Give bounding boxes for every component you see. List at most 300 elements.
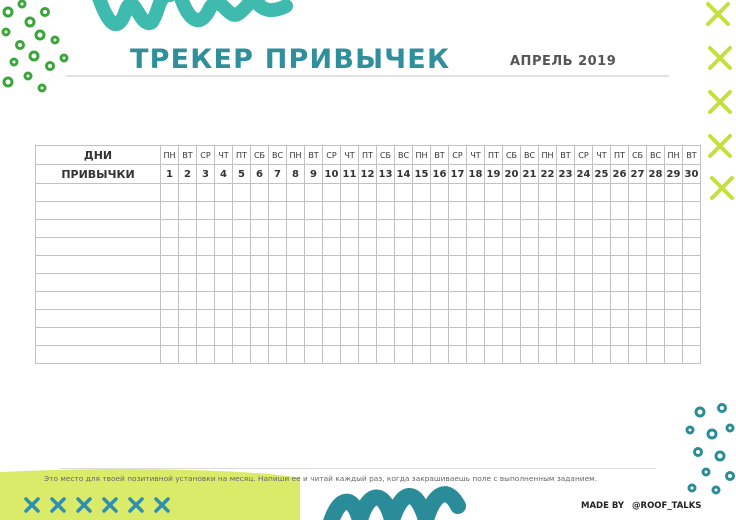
habit-check-cell[interactable] [359, 274, 377, 292]
habit-check-cell[interactable] [665, 238, 683, 256]
habit-check-cell[interactable] [503, 310, 521, 328]
habit-check-cell[interactable] [179, 346, 197, 364]
habit-check-cell[interactable] [485, 238, 503, 256]
habit-check-cell[interactable] [521, 274, 539, 292]
habit-check-cell[interactable] [449, 202, 467, 220]
habit-check-cell[interactable] [377, 274, 395, 292]
habit-check-cell[interactable] [395, 328, 413, 346]
habit-check-cell[interactable] [287, 184, 305, 202]
habit-check-cell[interactable] [233, 184, 251, 202]
habit-check-cell[interactable] [305, 202, 323, 220]
habit-check-cell[interactable] [215, 346, 233, 364]
habit-check-cell[interactable] [179, 184, 197, 202]
habit-check-cell[interactable] [575, 274, 593, 292]
habit-check-cell[interactable] [521, 292, 539, 310]
habit-check-cell[interactable] [269, 220, 287, 238]
habit-check-cell[interactable] [215, 292, 233, 310]
habit-check-cell[interactable] [233, 274, 251, 292]
habit-check-cell[interactable] [395, 274, 413, 292]
habit-check-cell[interactable] [233, 238, 251, 256]
habit-check-cell[interactable] [413, 292, 431, 310]
habit-check-cell[interactable] [377, 220, 395, 238]
habit-check-cell[interactable] [341, 256, 359, 274]
habit-check-cell[interactable] [413, 238, 431, 256]
habit-check-cell[interactable] [395, 292, 413, 310]
habit-check-cell[interactable] [305, 274, 323, 292]
habit-check-cell[interactable] [683, 274, 701, 292]
habit-check-cell[interactable] [593, 220, 611, 238]
habit-check-cell[interactable] [467, 310, 485, 328]
habit-check-cell[interactable] [557, 346, 575, 364]
habit-check-cell[interactable] [233, 220, 251, 238]
habit-check-cell[interactable] [629, 238, 647, 256]
habit-check-cell[interactable] [629, 202, 647, 220]
habit-check-cell[interactable] [161, 310, 179, 328]
habit-check-cell[interactable] [161, 328, 179, 346]
habit-check-cell[interactable] [251, 220, 269, 238]
habit-check-cell[interactable] [683, 220, 701, 238]
habit-check-cell[interactable] [647, 274, 665, 292]
habit-check-cell[interactable] [629, 256, 647, 274]
habit-check-cell[interactable] [647, 346, 665, 364]
habit-check-cell[interactable] [287, 310, 305, 328]
habit-check-cell[interactable] [341, 292, 359, 310]
habit-check-cell[interactable] [557, 292, 575, 310]
habit-check-cell[interactable] [395, 310, 413, 328]
habit-check-cell[interactable] [647, 220, 665, 238]
habit-check-cell[interactable] [197, 328, 215, 346]
habit-check-cell[interactable] [485, 310, 503, 328]
habit-check-cell[interactable] [575, 202, 593, 220]
habit-name-cell[interactable] [36, 292, 161, 310]
habit-check-cell[interactable] [269, 256, 287, 274]
habit-check-cell[interactable] [485, 346, 503, 364]
habit-check-cell[interactable] [305, 238, 323, 256]
habit-check-cell[interactable] [413, 310, 431, 328]
habit-check-cell[interactable] [647, 256, 665, 274]
habit-check-cell[interactable] [665, 256, 683, 274]
habit-check-cell[interactable] [341, 310, 359, 328]
habit-check-cell[interactable] [251, 292, 269, 310]
habit-check-cell[interactable] [611, 292, 629, 310]
habit-check-cell[interactable] [611, 274, 629, 292]
habit-check-cell[interactable] [683, 292, 701, 310]
habit-name-cell[interactable] [36, 220, 161, 238]
habit-check-cell[interactable] [269, 202, 287, 220]
habit-check-cell[interactable] [647, 202, 665, 220]
habit-check-cell[interactable] [575, 328, 593, 346]
habit-check-cell[interactable] [629, 274, 647, 292]
habit-check-cell[interactable] [305, 346, 323, 364]
habit-check-cell[interactable] [539, 238, 557, 256]
habit-check-cell[interactable] [251, 238, 269, 256]
habit-check-cell[interactable] [287, 274, 305, 292]
habit-check-cell[interactable] [341, 346, 359, 364]
habit-check-cell[interactable] [359, 328, 377, 346]
habit-check-cell[interactable] [233, 346, 251, 364]
habit-check-cell[interactable] [179, 256, 197, 274]
habit-check-cell[interactable] [485, 220, 503, 238]
habit-check-cell[interactable] [449, 220, 467, 238]
habit-check-cell[interactable] [197, 310, 215, 328]
habit-check-cell[interactable] [431, 274, 449, 292]
habit-check-cell[interactable] [683, 238, 701, 256]
habit-check-cell[interactable] [179, 238, 197, 256]
habit-check-cell[interactable] [539, 220, 557, 238]
habit-check-cell[interactable] [215, 274, 233, 292]
habit-check-cell[interactable] [305, 220, 323, 238]
habit-check-cell[interactable] [593, 256, 611, 274]
habit-check-cell[interactable] [611, 238, 629, 256]
habit-check-cell[interactable] [593, 202, 611, 220]
habit-check-cell[interactable] [539, 292, 557, 310]
habit-check-cell[interactable] [575, 256, 593, 274]
habit-check-cell[interactable] [629, 346, 647, 364]
habit-check-cell[interactable] [503, 274, 521, 292]
habit-check-cell[interactable] [341, 184, 359, 202]
habit-check-cell[interactable] [413, 202, 431, 220]
habit-check-cell[interactable] [431, 328, 449, 346]
habit-check-cell[interactable] [305, 256, 323, 274]
habit-check-cell[interactable] [287, 256, 305, 274]
habit-check-cell[interactable] [413, 256, 431, 274]
habit-check-cell[interactable] [305, 328, 323, 346]
habit-check-cell[interactable] [197, 220, 215, 238]
habit-check-cell[interactable] [629, 310, 647, 328]
habit-check-cell[interactable] [413, 274, 431, 292]
habit-check-cell[interactable] [323, 310, 341, 328]
habit-check-cell[interactable] [503, 346, 521, 364]
habit-check-cell[interactable] [377, 184, 395, 202]
habit-check-cell[interactable] [611, 328, 629, 346]
habit-check-cell[interactable] [323, 202, 341, 220]
habit-check-cell[interactable] [341, 220, 359, 238]
habit-check-cell[interactable] [629, 328, 647, 346]
habit-check-cell[interactable] [449, 238, 467, 256]
habit-check-cell[interactable] [503, 256, 521, 274]
habit-check-cell[interactable] [521, 328, 539, 346]
habit-check-cell[interactable] [269, 184, 287, 202]
habit-name-cell[interactable] [36, 184, 161, 202]
habit-check-cell[interactable] [521, 310, 539, 328]
habit-check-cell[interactable] [665, 310, 683, 328]
habit-check-cell[interactable] [521, 238, 539, 256]
habit-check-cell[interactable] [323, 328, 341, 346]
habit-check-cell[interactable] [431, 184, 449, 202]
habit-check-cell[interactable] [341, 202, 359, 220]
habit-check-cell[interactable] [269, 328, 287, 346]
habit-check-cell[interactable] [251, 328, 269, 346]
habit-check-cell[interactable] [359, 220, 377, 238]
habit-check-cell[interactable] [503, 328, 521, 346]
habit-check-cell[interactable] [485, 202, 503, 220]
habit-check-cell[interactable] [215, 310, 233, 328]
habit-check-cell[interactable] [413, 220, 431, 238]
habit-check-cell[interactable] [629, 292, 647, 310]
habit-check-cell[interactable] [593, 310, 611, 328]
habit-check-cell[interactable] [557, 238, 575, 256]
habit-check-cell[interactable] [449, 328, 467, 346]
habit-check-cell[interactable] [215, 238, 233, 256]
habit-check-cell[interactable] [359, 292, 377, 310]
habit-name-cell[interactable] [36, 256, 161, 274]
habit-check-cell[interactable] [467, 220, 485, 238]
habit-check-cell[interactable] [575, 292, 593, 310]
habit-check-cell[interactable] [557, 310, 575, 328]
habit-check-cell[interactable] [377, 238, 395, 256]
habit-check-cell[interactable] [611, 310, 629, 328]
habit-check-cell[interactable] [575, 346, 593, 364]
habit-check-cell[interactable] [215, 184, 233, 202]
habit-check-cell[interactable] [683, 184, 701, 202]
habit-check-cell[interactable] [629, 220, 647, 238]
habit-check-cell[interactable] [215, 328, 233, 346]
habit-check-cell[interactable] [395, 346, 413, 364]
habit-check-cell[interactable] [161, 346, 179, 364]
habit-check-cell[interactable] [161, 274, 179, 292]
habit-check-cell[interactable] [161, 256, 179, 274]
habit-check-cell[interactable] [179, 292, 197, 310]
habit-check-cell[interactable] [395, 256, 413, 274]
habit-check-cell[interactable] [431, 292, 449, 310]
habit-check-cell[interactable] [665, 274, 683, 292]
habit-check-cell[interactable] [431, 238, 449, 256]
habit-check-cell[interactable] [179, 274, 197, 292]
habit-check-cell[interactable] [377, 256, 395, 274]
habit-check-cell[interactable] [269, 238, 287, 256]
habit-check-cell[interactable] [503, 238, 521, 256]
habit-name-cell[interactable] [36, 202, 161, 220]
habit-check-cell[interactable] [503, 292, 521, 310]
habit-check-cell[interactable] [521, 220, 539, 238]
habit-check-cell[interactable] [323, 292, 341, 310]
habit-check-cell[interactable] [467, 238, 485, 256]
habit-check-cell[interactable] [251, 310, 269, 328]
habit-check-cell[interactable] [413, 346, 431, 364]
habit-check-cell[interactable] [539, 274, 557, 292]
habit-check-cell[interactable] [323, 184, 341, 202]
habit-check-cell[interactable] [215, 256, 233, 274]
habit-check-cell[interactable] [647, 310, 665, 328]
habit-check-cell[interactable] [287, 238, 305, 256]
habit-check-cell[interactable] [575, 238, 593, 256]
habit-check-cell[interactable] [647, 292, 665, 310]
habit-check-cell[interactable] [485, 274, 503, 292]
habit-check-cell[interactable] [395, 220, 413, 238]
habit-check-cell[interactable] [161, 238, 179, 256]
habit-check-cell[interactable] [251, 274, 269, 292]
habit-check-cell[interactable] [485, 184, 503, 202]
habit-check-cell[interactable] [611, 256, 629, 274]
habit-check-cell[interactable] [593, 328, 611, 346]
habit-check-cell[interactable] [197, 292, 215, 310]
habit-check-cell[interactable] [179, 310, 197, 328]
habit-check-cell[interactable] [593, 292, 611, 310]
habit-check-cell[interactable] [359, 184, 377, 202]
habit-check-cell[interactable] [215, 202, 233, 220]
habit-check-cell[interactable] [287, 292, 305, 310]
habit-check-cell[interactable] [305, 292, 323, 310]
habit-check-cell[interactable] [611, 346, 629, 364]
habit-check-cell[interactable] [395, 202, 413, 220]
habit-check-cell[interactable] [359, 256, 377, 274]
habit-check-cell[interactable] [431, 256, 449, 274]
habit-check-cell[interactable] [341, 274, 359, 292]
habit-check-cell[interactable] [683, 328, 701, 346]
habit-check-cell[interactable] [647, 238, 665, 256]
habit-check-cell[interactable] [233, 292, 251, 310]
habit-check-cell[interactable] [539, 310, 557, 328]
habit-check-cell[interactable] [449, 310, 467, 328]
habit-check-cell[interactable] [683, 202, 701, 220]
habit-check-cell[interactable] [629, 184, 647, 202]
habit-check-cell[interactable] [269, 274, 287, 292]
habit-check-cell[interactable] [665, 346, 683, 364]
habit-name-cell[interactable] [36, 238, 161, 256]
habit-check-cell[interactable] [467, 274, 485, 292]
habit-check-cell[interactable] [179, 328, 197, 346]
habit-check-cell[interactable] [557, 274, 575, 292]
habit-check-cell[interactable] [305, 310, 323, 328]
habit-check-cell[interactable] [575, 184, 593, 202]
habit-check-cell[interactable] [539, 256, 557, 274]
habit-check-cell[interactable] [413, 328, 431, 346]
habit-check-cell[interactable] [611, 184, 629, 202]
habit-check-cell[interactable] [341, 238, 359, 256]
habit-check-cell[interactable] [269, 346, 287, 364]
habit-check-cell[interactable] [557, 202, 575, 220]
habit-name-cell[interactable] [36, 328, 161, 346]
habit-check-cell[interactable] [161, 202, 179, 220]
habit-check-cell[interactable] [359, 238, 377, 256]
habit-check-cell[interactable] [575, 220, 593, 238]
habit-check-cell[interactable] [431, 202, 449, 220]
habit-check-cell[interactable] [323, 220, 341, 238]
habit-check-cell[interactable] [467, 202, 485, 220]
habit-check-cell[interactable] [647, 328, 665, 346]
habit-check-cell[interactable] [449, 292, 467, 310]
habit-check-cell[interactable] [269, 310, 287, 328]
habit-check-cell[interactable] [197, 238, 215, 256]
habit-name-cell[interactable] [36, 310, 161, 328]
habit-check-cell[interactable] [557, 328, 575, 346]
habit-check-cell[interactable] [197, 274, 215, 292]
habit-check-cell[interactable] [359, 202, 377, 220]
habit-check-cell[interactable] [557, 220, 575, 238]
habit-check-cell[interactable] [359, 346, 377, 364]
habit-check-cell[interactable] [233, 328, 251, 346]
habit-check-cell[interactable] [467, 184, 485, 202]
habit-check-cell[interactable] [467, 328, 485, 346]
habit-check-cell[interactable] [683, 256, 701, 274]
habit-check-cell[interactable] [287, 202, 305, 220]
habit-check-cell[interactable] [161, 184, 179, 202]
habit-check-cell[interactable] [521, 202, 539, 220]
habit-check-cell[interactable] [161, 220, 179, 238]
habit-name-cell[interactable] [36, 274, 161, 292]
habit-check-cell[interactable] [233, 256, 251, 274]
habit-check-cell[interactable] [197, 202, 215, 220]
habit-check-cell[interactable] [539, 328, 557, 346]
habit-check-cell[interactable] [233, 202, 251, 220]
habit-check-cell[interactable] [251, 184, 269, 202]
habit-check-cell[interactable] [323, 274, 341, 292]
habit-check-cell[interactable] [161, 292, 179, 310]
habit-check-cell[interactable] [215, 220, 233, 238]
habit-check-cell[interactable] [665, 220, 683, 238]
habit-check-cell[interactable] [197, 346, 215, 364]
habit-check-cell[interactable] [287, 220, 305, 238]
habit-check-cell[interactable] [449, 274, 467, 292]
habit-check-cell[interactable] [485, 328, 503, 346]
habit-check-cell[interactable] [503, 184, 521, 202]
habit-check-cell[interactable] [431, 346, 449, 364]
habit-check-cell[interactable] [197, 256, 215, 274]
habit-check-cell[interactable] [395, 238, 413, 256]
habit-check-cell[interactable] [305, 184, 323, 202]
habit-check-cell[interactable] [341, 328, 359, 346]
habit-check-cell[interactable] [323, 238, 341, 256]
habit-check-cell[interactable] [665, 202, 683, 220]
habit-check-cell[interactable] [539, 184, 557, 202]
habit-check-cell[interactable] [557, 184, 575, 202]
habit-check-cell[interactable] [377, 328, 395, 346]
habit-check-cell[interactable] [269, 292, 287, 310]
habit-check-cell[interactable] [665, 328, 683, 346]
habit-check-cell[interactable] [377, 292, 395, 310]
habit-check-cell[interactable] [359, 310, 377, 328]
habit-check-cell[interactable] [251, 256, 269, 274]
habit-check-cell[interactable] [683, 310, 701, 328]
habit-check-cell[interactable] [287, 328, 305, 346]
habit-check-cell[interactable] [485, 292, 503, 310]
habit-check-cell[interactable] [665, 184, 683, 202]
habit-check-cell[interactable] [647, 184, 665, 202]
habit-check-cell[interactable] [449, 346, 467, 364]
habit-check-cell[interactable] [521, 184, 539, 202]
habit-name-cell[interactable] [36, 346, 161, 364]
habit-check-cell[interactable] [179, 220, 197, 238]
habit-check-cell[interactable] [377, 346, 395, 364]
habit-check-cell[interactable] [539, 202, 557, 220]
habit-check-cell[interactable] [521, 256, 539, 274]
habit-check-cell[interactable] [593, 274, 611, 292]
habit-check-cell[interactable] [323, 256, 341, 274]
habit-check-cell[interactable] [377, 310, 395, 328]
habit-check-cell[interactable] [467, 256, 485, 274]
habit-check-cell[interactable] [593, 184, 611, 202]
habit-check-cell[interactable] [593, 346, 611, 364]
habit-check-cell[interactable] [503, 220, 521, 238]
habit-check-cell[interactable] [449, 256, 467, 274]
habit-check-cell[interactable] [611, 202, 629, 220]
habit-check-cell[interactable] [197, 184, 215, 202]
habit-check-cell[interactable] [251, 202, 269, 220]
habit-check-cell[interactable] [683, 346, 701, 364]
habit-check-cell[interactable] [377, 202, 395, 220]
habit-check-cell[interactable] [287, 346, 305, 364]
habit-check-cell[interactable] [449, 184, 467, 202]
habit-check-cell[interactable] [413, 184, 431, 202]
habit-check-cell[interactable] [233, 310, 251, 328]
habit-check-cell[interactable] [503, 202, 521, 220]
habit-check-cell[interactable] [611, 220, 629, 238]
habit-check-cell[interactable] [431, 310, 449, 328]
habit-check-cell[interactable] [539, 346, 557, 364]
habit-check-cell[interactable] [557, 256, 575, 274]
habit-check-cell[interactable] [593, 238, 611, 256]
habit-check-cell[interactable] [179, 202, 197, 220]
